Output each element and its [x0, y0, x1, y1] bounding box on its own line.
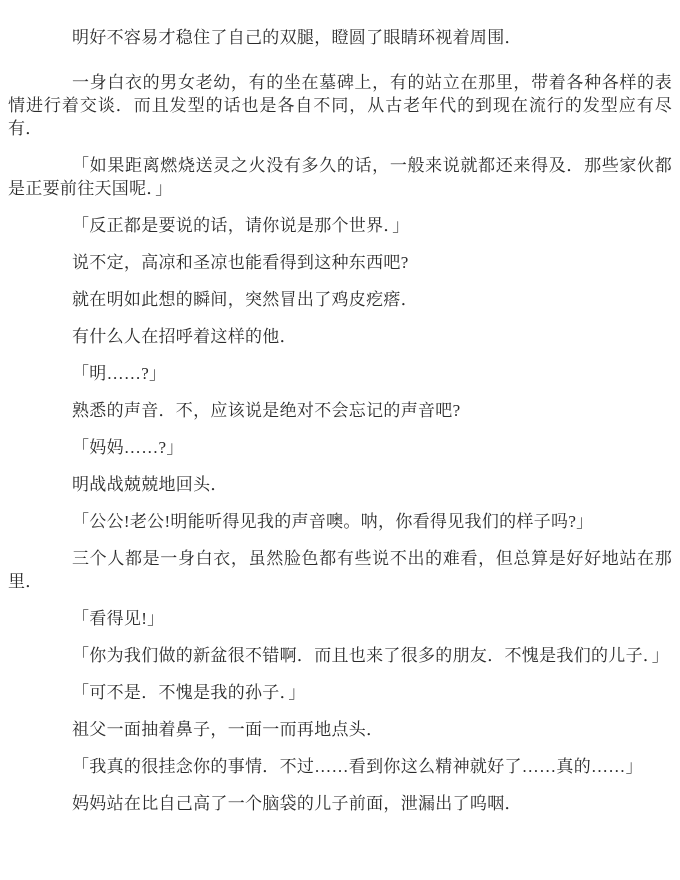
paragraph: 妈妈站在比自己高了一个脑袋的儿子前面，泄漏出了呜咽． [72, 794, 522, 813]
paragraph: 「我真的很挂念你的事情．不过……看到你这么精神就好了……真的……」 [72, 757, 643, 776]
paragraph: 就在明如此想的瞬间，突然冒出了鸡皮疙瘩． [72, 290, 418, 309]
paragraph: 「明……?」 [72, 364, 167, 383]
paragraph: 熟悉的声音．不，应该说是绝对不会忘记的声音吧? [72, 401, 461, 420]
paragraph: 「可不是．不愧是我的孙子．」 [72, 683, 306, 702]
paragraph: 说不定，高凉和圣凉也能看得到这种东西吧? [72, 253, 409, 272]
paragraph: 三个人都是一身白衣，虽然脸色都有些说不出的难看，但总算是好好地站在那里． [8, 549, 672, 591]
paragraph: 明战战兢兢地回头． [72, 475, 228, 494]
paragraph: 「反正都是要说的话，请你说是那个世界．」 [72, 216, 410, 235]
paragraph: 「你为我们做的新盆很不错啊．而且也来了很多的朋友．不愧是我们的儿子．」 [72, 646, 669, 665]
paragraph: 有什么人在招呼着这样的他． [72, 327, 297, 346]
paragraph: 「妈妈……?」 [72, 438, 184, 457]
paragraph: 「公公!老公!明能听得见我的声音噢。呐，你看得见我们的样子吗?」 [72, 512, 594, 531]
paragraph: 一身白衣的男女老幼，有的坐在墓碑上，有的站立在那里，带着各种各样的表情进行着交谈．而且发型的话也是各自不同，从古老年代的到现在流行的发型应有尽有． [8, 73, 672, 138]
paragraph: 明好不容易才稳住了自己的双腿，瞪圆了眼睛环视着周围． [72, 28, 522, 47]
paragraph: 祖父一面抽着鼻子，一面一而再地点头． [72, 720, 384, 739]
paragraph: 「如果距离燃烧送灵之火没有多久的话，一般来说就都还来得及．那些家伙都是正要前往天国呢．」 [8, 156, 672, 198]
paragraph: 「看得见!」 [72, 609, 165, 628]
